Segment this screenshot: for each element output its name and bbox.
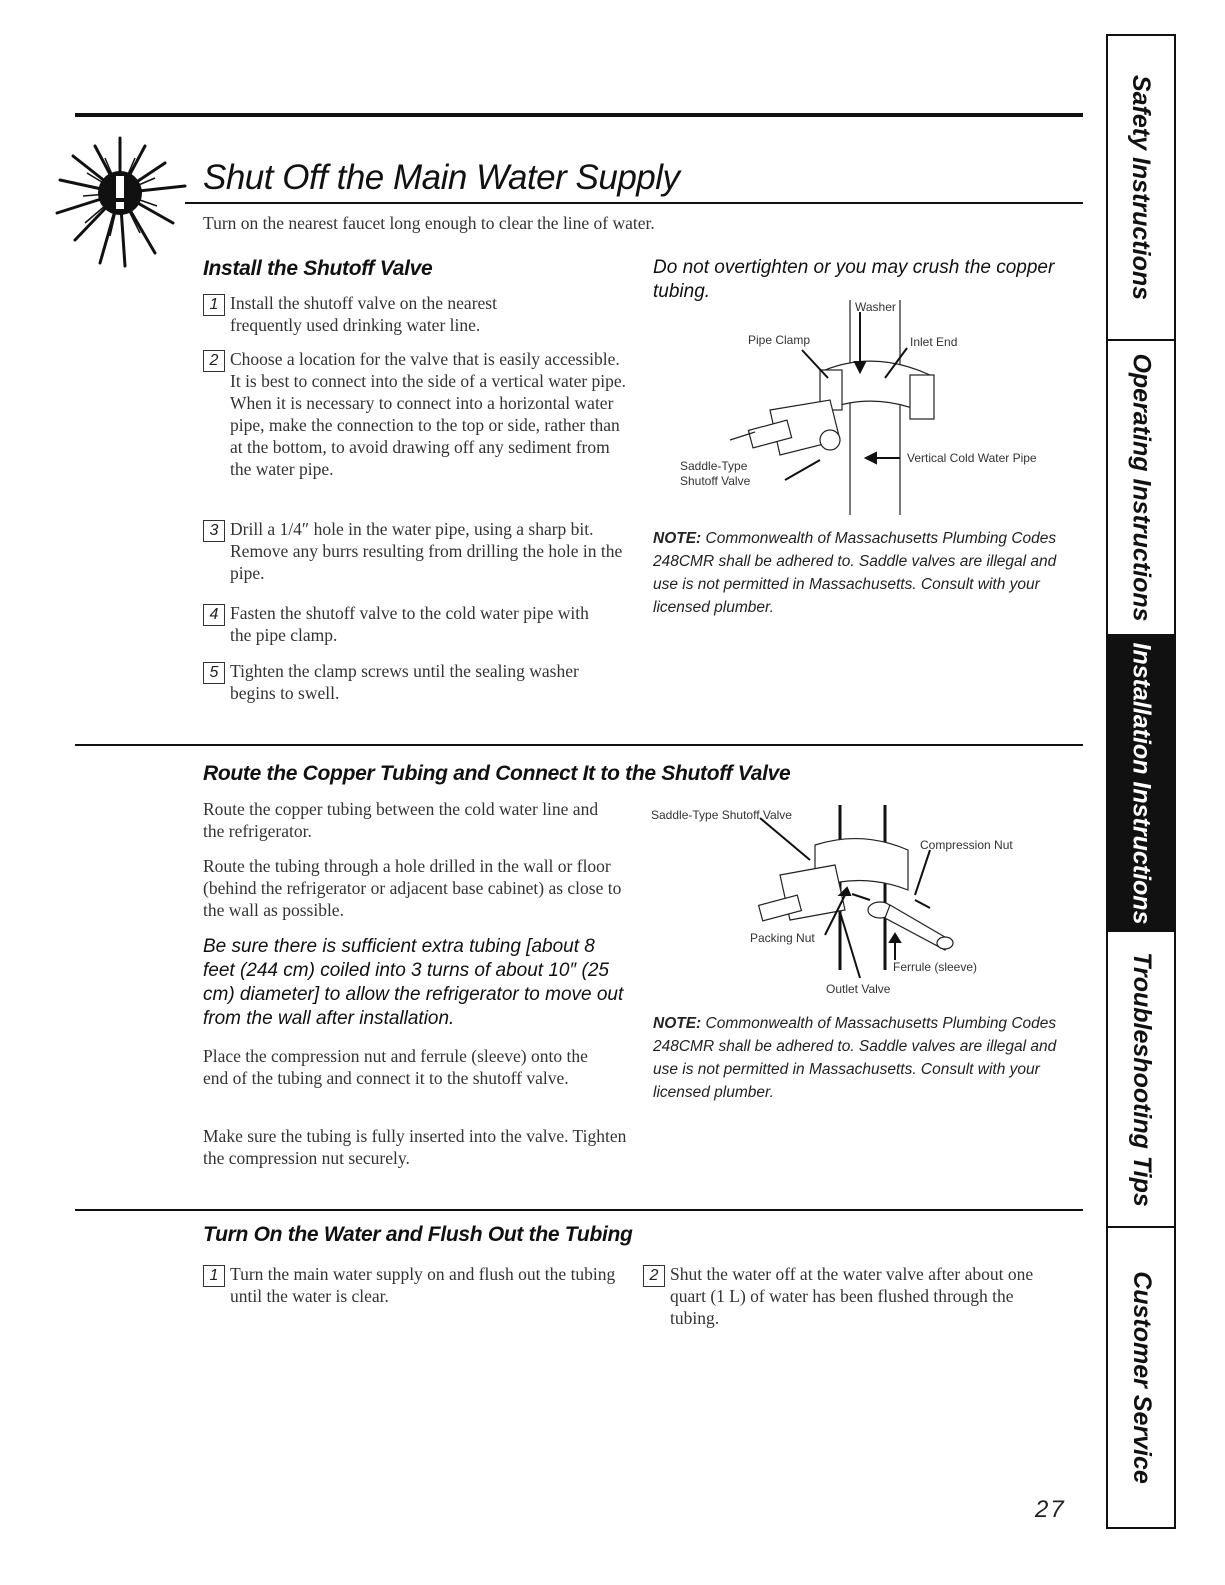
label-compression-nut: Compression Nut — [920, 838, 1013, 852]
warning-starburst-icon — [45, 118, 195, 278]
tab-label: Troubleshooting Tips — [1127, 951, 1156, 1207]
section-tabs — [1106, 34, 1176, 1529]
massachusetts-note-2 — [653, 1012, 1078, 1104]
note-label: NOTE: — [653, 530, 702, 547]
route-paragraph-4: Make sure the tubing is fully inserted into the valve. Tighten the compression nut securely. — [203, 1126, 627, 1168]
tab-troubleshooting-tips[interactable] — [1108, 932, 1174, 1226]
flush-step-1 — [203, 1263, 633, 1307]
step-number: 2 — [643, 1265, 665, 1287]
title-rule — [185, 202, 1083, 204]
install-step-5 — [203, 660, 633, 704]
install-heading: Install the Shutoff Valve — [203, 257, 433, 280]
route-paragraph-3: Place the compression nut and ferrule (sleeve) onto the end of the tubing and connect it to the shutoff valve. — [203, 1046, 588, 1088]
step-number: 1 — [203, 1265, 225, 1287]
tab-installation-instructions[interactable] — [1108, 634, 1174, 932]
route-emphasis: Be sure there is sufficient extra tubing [about 8 feet (244 cm) coiled into 3 turns of about 10″ (25 cm) diameter] to allow the refrigerator to move out from the wall after installation. — [203, 936, 624, 1029]
flush-heading: Turn On the Water and Flush Out the Tubing — [203, 1223, 633, 1246]
label-ferrule: Ferrule (sleeve) — [893, 960, 978, 974]
install-step-2 — [203, 348, 633, 480]
note-text: Commonwealth of Massachusetts Plumbing Codes 248CMR shall be adhered to. Saddle valves are illegal and use is not permitted in Massachusetts. Consult with your licensed plumber. — [653, 530, 1057, 616]
intro-text: Turn on the nearest faucet long enough to clear the line of water. — [203, 213, 655, 233]
tab-label: Customer Service — [1127, 1271, 1156, 1484]
step-number: 3 — [203, 520, 225, 542]
install-step-4 — [203, 602, 633, 646]
tab-safety-instructions[interactable] — [1108, 36, 1174, 339]
tab-label: Operating Instructions — [1127, 353, 1156, 622]
install-step-1 — [203, 292, 633, 336]
compression-fitting-diagram — [640, 800, 1080, 1000]
step-text: Turn the main water supply on and flush out the tubing until the water is clear. — [230, 1264, 616, 1306]
overtighten-warning: Do not overtighten or you may crush the copper tubing. — [653, 257, 1055, 302]
label-vertical-pipe: Vertical Cold Water Pipe — [907, 451, 1037, 465]
label-pipe-clamp: Pipe Clamp — [748, 333, 811, 347]
step-number: 4 — [203, 604, 225, 626]
page-title: Shut Off the Main Water Supply — [203, 158, 680, 197]
label-packing-nut: Packing Nut — [750, 931, 815, 945]
route-paragraph-2: Route the tubing through a hole drilled in the wall or floor (behind the refrigerator or adjacent base cabinet) as close to the wall as possible. — [203, 856, 622, 920]
section-rule-flush — [75, 1209, 1083, 1211]
tab-customer-service[interactable] — [1108, 1228, 1174, 1527]
tab-label: Installation Instructions — [1127, 642, 1156, 924]
label-inlet-end: Inlet End — [910, 335, 958, 349]
label-saddle-type: Saddle-Type — [680, 459, 748, 473]
step-text: Drill a 1/4″ hole in the water pipe, using a sharp bit. Remove any burrs resulting from drilling the hole in the pipe. — [230, 519, 623, 583]
page-number: 27 — [1035, 1496, 1066, 1523]
install-step-3 — [203, 518, 633, 584]
label-shutoff-valve: Shutoff Valve — [680, 474, 751, 488]
step-text: Shut the water off at the water valve after about one quart (1 L) of water has been flushed through the tubing. — [670, 1264, 1034, 1328]
section-rule-route — [75, 744, 1083, 746]
step-number: 2 — [203, 350, 225, 372]
label-washer: Washer — [855, 300, 896, 314]
step-text: Install the shutoff valve on the nearest frequently used drinking water line. — [230, 293, 497, 335]
step-text: Choose a location for the valve that is easily accessible. It is best to connect into the side of a vertical water pipe. When it is necessary to connect into a horizontal water pipe, make the connection to the top or side, rather than at the bottom, to avoid drawing off any sediment from the water pipe. — [230, 349, 627, 479]
step-text: Tighten the clamp screws until the sealing washer begins to swell. — [230, 661, 579, 703]
note-text: Commonwealth of Massachusetts Plumbing Codes 248CMR shall be adhered to. Saddle valves are illegal and use is not permitted in Massachusetts. Consult with your licensed plumber. — [653, 1015, 1057, 1101]
label-saddle-shutoff-valve: Saddle-Type Shutoff Valve — [651, 808, 792, 822]
note-label: NOTE: — [653, 1015, 702, 1032]
top-rule — [75, 113, 1083, 117]
step-number: 5 — [203, 662, 225, 684]
route-heading: Route the Copper Tubing and Connect It to the Shutoff Valve — [203, 762, 791, 785]
massachusetts-note-1 — [653, 527, 1078, 619]
label-outlet-valve: Outlet Valve — [826, 982, 891, 996]
route-paragraph-1: Route the copper tubing between the cold water line and the refrigerator. — [203, 799, 599, 841]
tab-label: Safety Instructions — [1127, 74, 1156, 301]
step-number: 1 — [203, 294, 225, 316]
step-text: Fasten the shutoff valve to the cold water pipe with the pipe clamp. — [230, 603, 589, 645]
flush-step-2 — [643, 1263, 1063, 1329]
tab-operating-instructions[interactable] — [1108, 341, 1174, 634]
